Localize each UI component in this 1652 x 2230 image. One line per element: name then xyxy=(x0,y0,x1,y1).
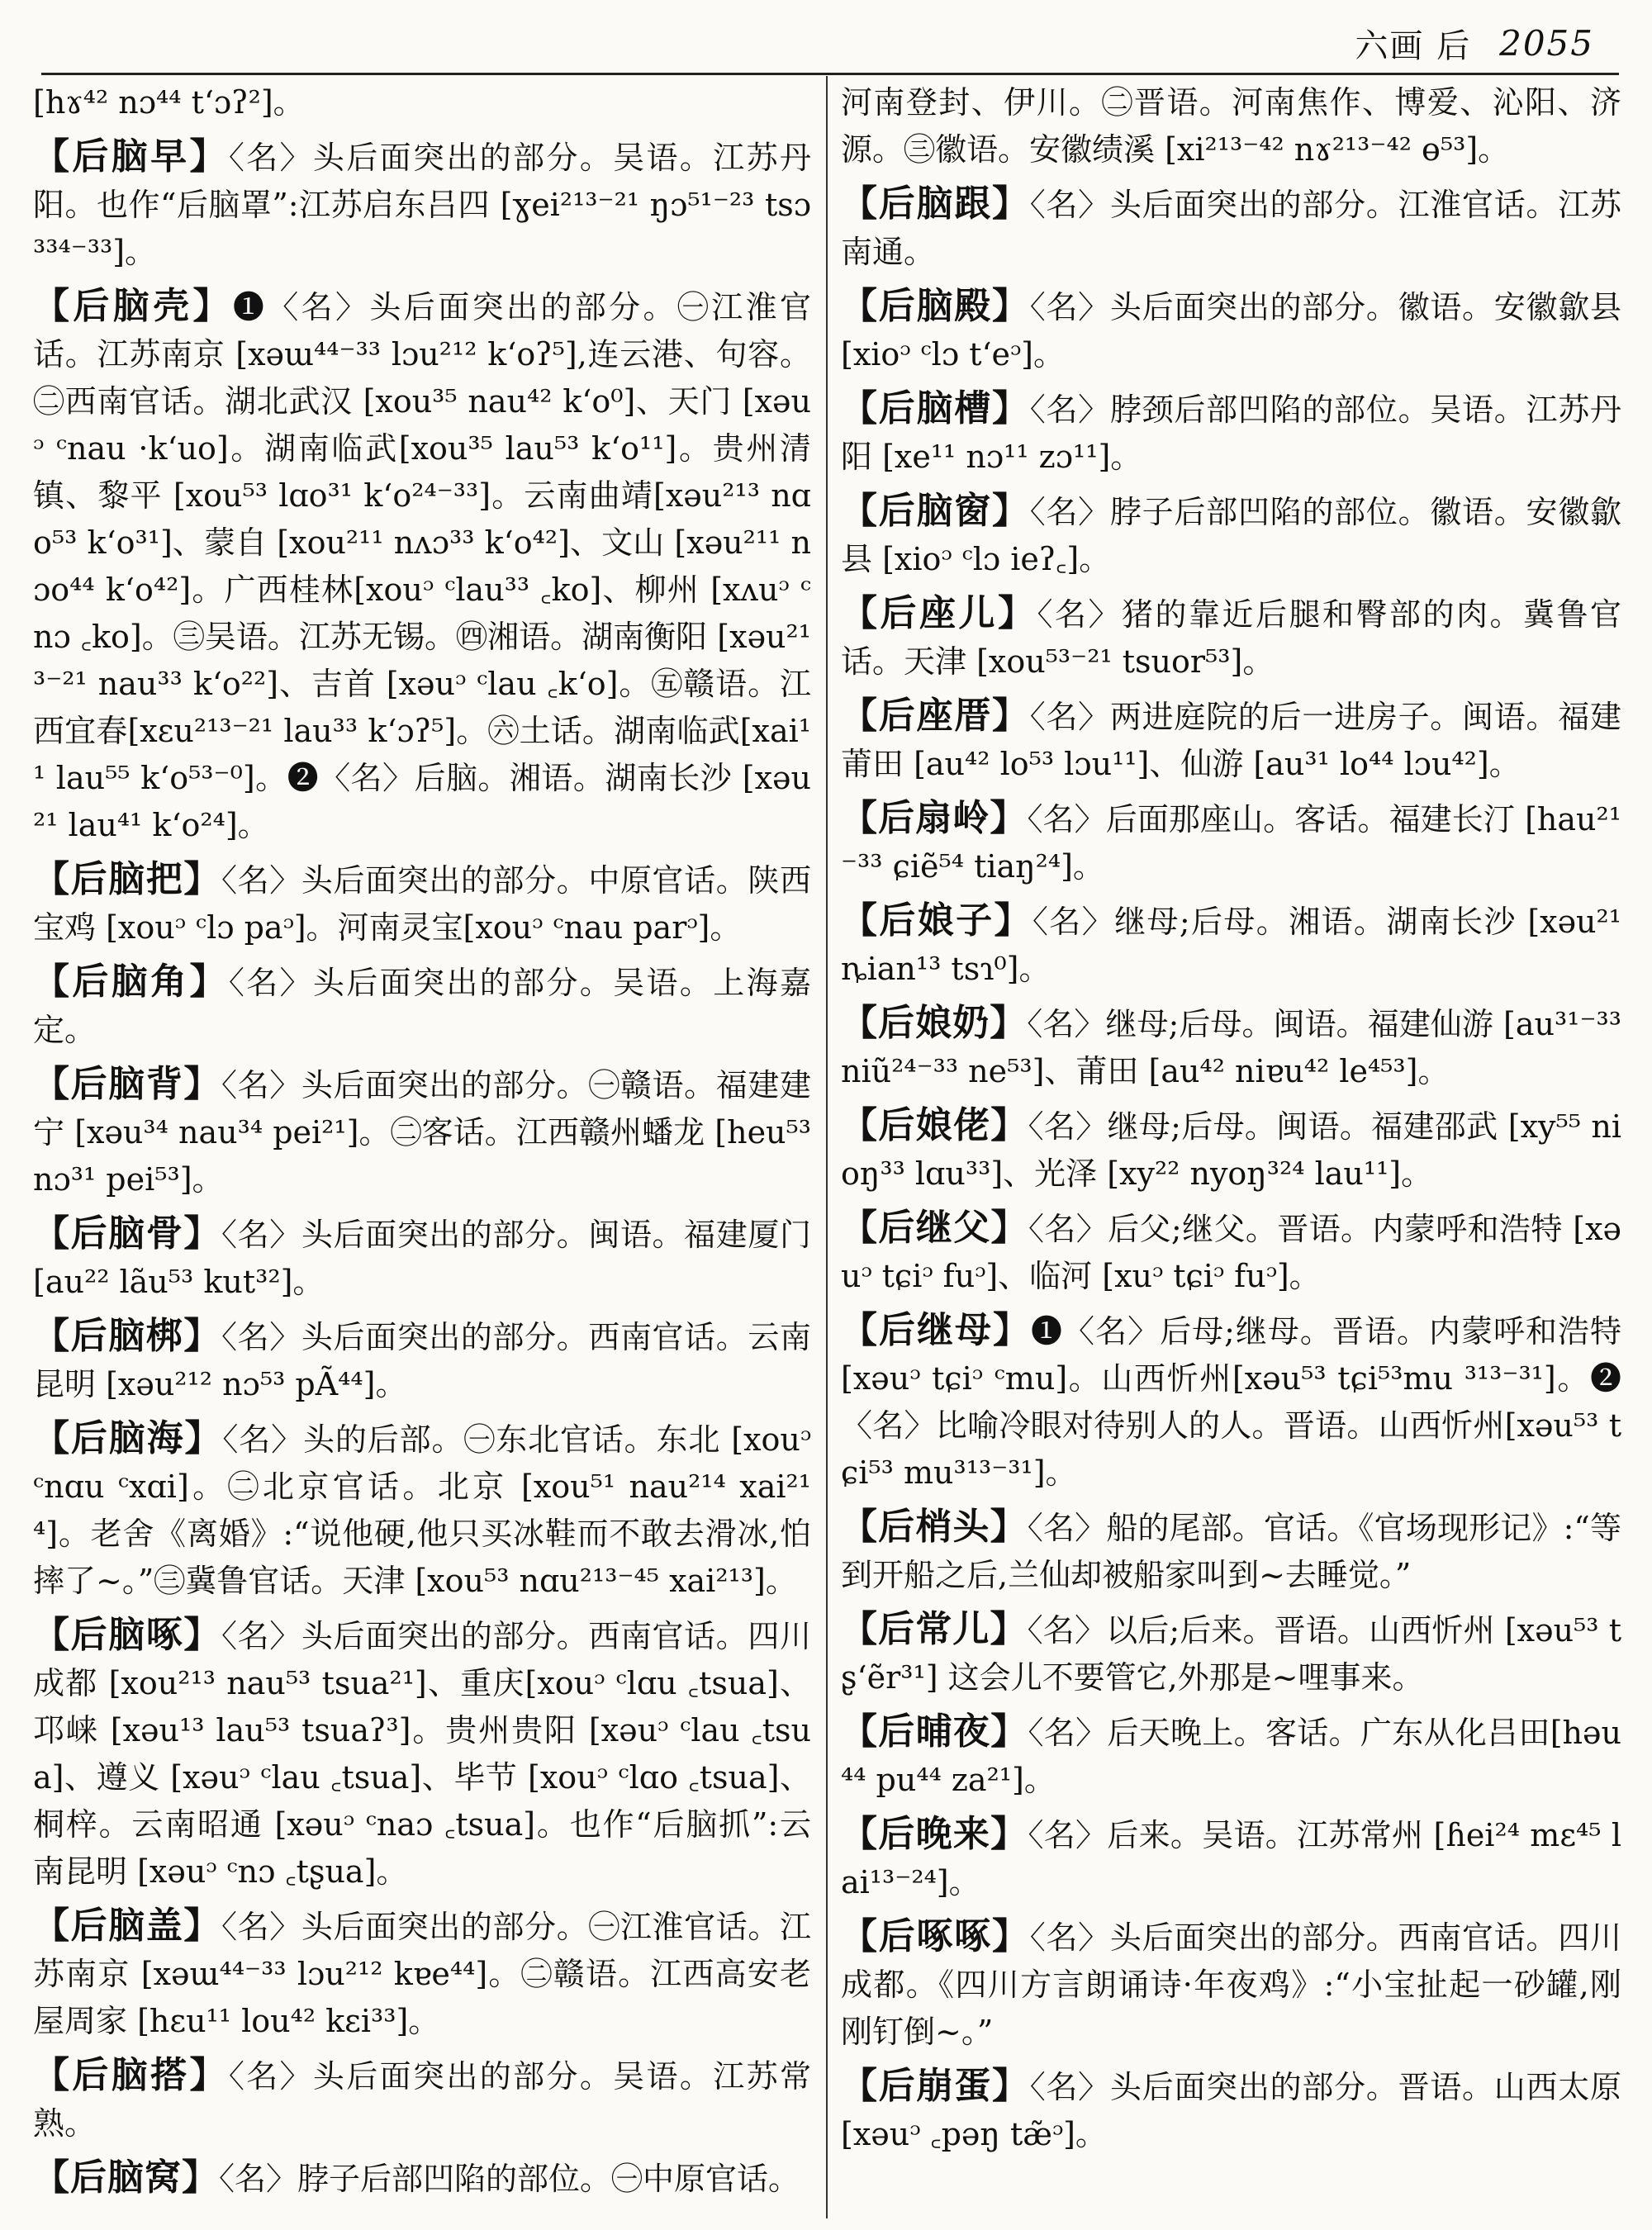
entry-headword: 【后脑壳】 xyxy=(33,285,233,327)
dictionary-entry xyxy=(841,1503,1621,1599)
entry-definition: 〈名〉头后面突出的部分。吴语。上海嘉定。 xyxy=(33,965,811,1048)
dictionary-entry xyxy=(33,79,811,126)
right-column xyxy=(841,79,1621,2222)
page-header xyxy=(1355,18,1594,68)
dictionary-entry xyxy=(33,958,811,1054)
entry-headword: 【后扇岭】 xyxy=(841,797,1028,839)
entry-definition: ❶〈名〉后母;继母。晋语。内蒙呼和浩特 [xəuᵓ tɕiᵓ ᶜmu]。山西忻州[xəu⁵³ tɕi⁵³mu ³¹³⁻³¹]。❷〈名〉比喻冷眼对待别人的人。晋语。山西忻州[xəu⁵³ tɕi⁵³ mu³¹³⁻³¹]。 xyxy=(841,1313,1621,1491)
entry-definition: 〈名〉头后面突出的部分。吴语。江苏常熟。 xyxy=(33,2058,811,2142)
entry-definition: 〈名〉后天晚上。客话。广东从化吕田[həu⁴⁴ pu⁴⁴ za²¹]。 xyxy=(841,1715,1621,1798)
section-label: 六画 后 xyxy=(1355,26,1472,65)
dictionary-entry xyxy=(33,1312,811,1408)
entry-definition: 〈名〉头后面突出的部分。㊀江淮官话。江苏南京 [xəɯ⁴⁴⁻³³ lɔu²¹² kɐe⁴⁴]。㊁赣语。江西高安老屋周家 [hɛu¹¹ lou⁴² kɛi³³]。 xyxy=(33,1909,811,2039)
dictionary-entry xyxy=(33,2154,811,2203)
dictionary-entry xyxy=(841,180,1621,276)
entry-definition: 〈名〉头后面突出的部分。吴语。江苏丹阳。也作“后脑罩”:江苏启东吕四 [ɣei²¹³⁻²¹ ŋɔ⁵¹⁻²³ tsɔ³³⁴⁻³³]。 xyxy=(33,140,811,270)
entry-headword: 【后娘佬】 xyxy=(841,1104,1028,1146)
entry-headword: 【后脑海】 xyxy=(33,1417,223,1459)
entry-headword: 【后脑背】 xyxy=(33,1063,222,1105)
entry-headword: 【后脑窗】 xyxy=(841,490,1030,532)
entry-headword: 【后娘奶】 xyxy=(841,1002,1028,1044)
entry-headword: 【后晡夜】 xyxy=(841,1710,1028,1753)
entry-definition: 〈名〉头后面突出的部分。晋语。山西太原 [xəuᵓ ꜀pəŋ tæ̃ᵓ]。 xyxy=(841,2069,1621,2152)
entry-headword: 【后脑梆】 xyxy=(33,1315,222,1357)
entry-headword: 【后啄啄】 xyxy=(841,1915,1030,1957)
entry-headword: 【后脑早】 xyxy=(33,135,229,178)
dictionary-entry xyxy=(33,1415,811,1605)
entry-definition: 〈名〉头后面突出的部分。徽语。安徽歙县 [xioᵓ ᶜlɔ tʻeᵓ]。 xyxy=(841,289,1621,372)
entry-headword: 【后娘子】 xyxy=(841,899,1032,942)
dictionary-entry xyxy=(841,487,1621,583)
dictionary-entry xyxy=(33,1060,811,1203)
entry-headword: 【后脑搭】 xyxy=(33,2054,229,2096)
entry-definition: 〈名〉后父;继父。晋语。内蒙呼和浩特 [xəuᵓ tɕiᵓ fuᵓ]、临河 [xuᵓ tɕiᵓ fuᵓ]。 xyxy=(841,1211,1621,1294)
dictionary-entry xyxy=(841,1606,1621,1701)
dictionary-entry xyxy=(841,282,1621,378)
entry-headword: 【后脑窝】 xyxy=(33,2156,219,2199)
entry-definition: 〈名〉两进庭院的后一进房子。闽语。福建莆田 [au⁴² lo⁵³ lɔu¹¹]、仙游 [au³¹ lo⁴⁴ lɔu⁴²]。 xyxy=(841,699,1621,782)
dictionary-entry xyxy=(841,1810,1621,1906)
entry-definition: 〈名〉脖颈后部凹陷的部位。吴语。江苏丹阳 [xe¹¹ nɔ¹¹ zɔ¹¹]。 xyxy=(841,391,1621,475)
entry-definition: 〈名〉头后面突出的部分。中原官话。陕西宝鸡 [xouᵓ ᶜlɔ paᵓ]。河南灵宝[xouᵓ ᶜnau parᵓ]。 xyxy=(33,862,811,946)
dictionary-entry xyxy=(841,2062,1621,2158)
header-rule xyxy=(41,73,1619,75)
dictionary-entry xyxy=(33,282,811,849)
entry-headword: 【后梢头】 xyxy=(841,1506,1028,1548)
entry-definition: 〈名〉头后面突出的部分。西南官话。四川成都。《四川方言朗诵诗·年夜鸡》:“小宝扯起一砂罐,刚刚钉倒~。” xyxy=(841,1919,1621,2050)
dictionary-entry xyxy=(33,133,811,276)
entry-definition: 〈名〉以后;后来。晋语。山西忻州 [xəu⁵³ tʂʻẽr³¹] 这会儿不要管它,外那是~哩事来。 xyxy=(841,1612,1621,1696)
dictionary-entry xyxy=(33,1902,811,2045)
dictionary-entry xyxy=(841,1204,1621,1300)
entry-headword: 【后脑跟】 xyxy=(841,183,1030,225)
entry-headword: 【后晚来】 xyxy=(841,1813,1028,1855)
entry-definition: 〈名〉船的尾部。官话。《官场现形记》:“等到开船之后,兰仙却被船家叫到~去睡觉。” xyxy=(841,1510,1621,1593)
entry-headword: 【后脑骨】 xyxy=(33,1212,222,1255)
dictionary-entry xyxy=(33,1611,811,1896)
entry-headword: 【后脑盖】 xyxy=(33,1905,222,1947)
entry-headword: 【后常儿】 xyxy=(841,1608,1028,1650)
dictionary-entry xyxy=(33,1210,811,1306)
dictionary-entry xyxy=(841,1708,1621,1804)
entry-definition: 〈名〉脖子后部凹陷的部位。徽语。安徽歙县 [xioᵓ ᶜlɔ ieʔ꜀]。 xyxy=(841,494,1621,577)
entry-headword: 【后继母】 xyxy=(841,1309,1032,1351)
dictionary-entry xyxy=(841,1102,1621,1198)
entry-headword: 【后座厝】 xyxy=(841,695,1030,737)
dictionary-entry xyxy=(841,590,1621,686)
entry-definition: 〈名〉头后面突出的部分。西南官话。四川成都 [xou²¹³ nau⁵³ tsua²¹]、重庆[xouᵓ ᶜlɑu ꜀tsua]、邛崃 [xəu¹³ lau⁵³ tsuaʔ³]。贵州贵阳 [xəuᵓ ᶜlau ꜀tsua]、遵义 [xəuᵓ ᶜlau ꜀tsua]、毕节 [xouᵓ ᶜlɑo ꜀tsua]、桐梓。云南昭通 [xəuᵓ ᶜnaɔ ꜀tsua]。也作“后脑抓”:云南昆明 [xəuᵓ ᶜnɔ ꜀tʂua]。 xyxy=(33,1618,811,1890)
entry-headword: 【后座儿】 xyxy=(841,592,1037,634)
entry-definition: 〈名〉继母;后母。闽语。福建仙游 [au³¹⁻³³ niũ²⁴⁻³³ ne⁵³]、莆田 [au⁴² niɐu⁴² le⁴⁵³]。 xyxy=(841,1006,1621,1089)
entry-headword: 【后脑角】 xyxy=(33,961,229,1003)
entry-definition: 〈名〉继母;后母。闽语。福建邵武 [xy⁵⁵ nioŋ³³ lɑu³³]、光泽 [xy²² nyoŋ³²⁴ lau¹¹]。 xyxy=(841,1108,1621,1192)
left-column xyxy=(33,79,811,2222)
entry-definition: ❶〈名〉头后面突出的部分。㊀江淮官话。江苏南京 [xəɯ⁴⁴⁻³³ lɔu²¹² kʻoʔ⁵],连云港、句容。㊁西南官话。湖北武汉 [xou³⁵ nau⁴² kʻo⁰]、天门 [xəuᵓ ᶜnau ·kʻuo]。湖南临武[xou³⁵ lau⁵³ kʻo¹¹]。贵州清镇、黎平 [xou⁵³ lɑo³¹ kʻo²⁴⁻³³]。云南曲靖[xəu²¹³ nɑo⁵³ kʻo³¹]、蒙自 [xou²¹¹ nʌɔ³³ kʻo⁴²]、文山 [xəu²¹¹ nɔo⁴⁴ kʻo⁴²]。广西桂林[xouᵓ ᶜlau³³ ꜀ko]、柳州 [xʌuᵓ ᶜnɔ ꜀ko]。㊂吴语。江苏无锡。㊃湘语。湖南衡阳 [xəu²¹³⁻²¹ nau³³ kʻo²²]、吉首 [xəuᵓ ᶜlau ꜀kʻo]。㊄赣语。江西宜春[xɛu²¹³⁻²¹ lau³³ kʻɔʔ⁵]。㊅土话。湖南临武[xai¹¹ lau⁵⁵ kʻo⁵³⁻⁰]。❷〈名〉后脑。湘语。湖南长沙 [xəu²¹ lau⁴¹ kʻo²⁴]。 xyxy=(33,289,811,843)
dictionary-entry xyxy=(841,1307,1621,1497)
column-divider xyxy=(826,76,828,2218)
entry-definition: [hɤ⁴² nɔ⁴⁴ tʻɔʔ²]。 xyxy=(33,84,305,121)
entry-headword: 【后崩蛋】 xyxy=(841,2065,1030,2107)
dictionary-entry xyxy=(841,1913,1621,2056)
entry-definition: 〈名〉继母;后母。湘语。湖南长沙 [xəu²¹ ȵian¹³ tsɿ⁰]。 xyxy=(841,904,1621,987)
dictionary-entry xyxy=(841,692,1621,788)
dictionary-entry xyxy=(33,856,811,951)
entry-headword: 【后脑把】 xyxy=(33,858,222,900)
entry-definition: 〈名〉头后面突出的部分。江淮官话。江苏南通。 xyxy=(841,187,1621,270)
entry-headword: 【后脑殿】 xyxy=(841,285,1030,327)
entry-definition: 〈名〉头后面突出的部分。闽语。福建厦门 [au²² lãu⁵³ kut³²]。 xyxy=(33,1217,811,1300)
entry-definition: 〈名〉头的后部。㊀东北官话。东北 [xouᵓ ᶜnɑu ᶜxɑi]。㊁北京官话。北京 [xou⁵¹ nau²¹⁴ xai²¹⁴]。老舍《离婚》:“说他硬,他只买冰鞋而不敢去滑冰,怕摔了~。”㊂冀鲁官话。天津 [xou⁵³ nɑu²¹³⁻⁴⁵ xai²¹³]。 xyxy=(33,1421,811,1599)
entry-definition: 〈名〉后面那座山。客话。福建长汀 [hau²¹⁻³³ ɕiẽ⁵⁴ tiaŋ²⁴]。 xyxy=(841,801,1621,885)
entry-definition: 〈名〉猪的靠近后腿和臀部的肉。冀鲁官话。天津 [xou⁵³⁻²¹ tsuor⁵³]。 xyxy=(841,596,1621,680)
page-number: 2055 xyxy=(1499,22,1594,64)
entry-headword: 【后脑槽】 xyxy=(841,387,1030,429)
entry-definition: 〈名〉头后面突出的部分。西南官话。云南昆明 [xəu²¹² nɔ⁵³ pÃ⁴⁴]。 xyxy=(33,1319,811,1402)
entry-headword: 【后脑啄】 xyxy=(33,1614,222,1656)
entry-definition: 〈名〉头后面突出的部分。㊀赣语。福建建宁 [xəu³⁴ nau³⁴ pei²¹]。㊁客话。江西赣州蟠龙 [heu⁵³ nɔ³¹ pei⁵³]。 xyxy=(33,1067,811,1198)
dictionary-entry xyxy=(841,999,1621,1095)
dictionary-entry xyxy=(841,795,1621,890)
entry-headword: 【后继父】 xyxy=(841,1207,1028,1249)
dictionary-entry xyxy=(841,897,1621,993)
entry-definition: 〈名〉后来。吴语。江苏常州 [ɦei²⁴ mɛ⁴⁵ lai¹³⁻²⁴]。 xyxy=(841,1817,1621,1900)
dictionary-entry xyxy=(33,2052,811,2147)
dictionary-entry xyxy=(841,79,1621,173)
entry-definition: 河南登封、伊川。㊁晋语。河南焦作、博爱、沁阳、济源。㊂徽语。安徽绩溪 [xi²¹³⁻⁴² nɤ²¹³⁻⁴² ɵ⁵³]。 xyxy=(841,84,1621,168)
entry-definition: 〈名〉脖子后部凹陷的部位。㊀中原官话。 xyxy=(219,2161,800,2197)
dictionary-entry xyxy=(841,385,1621,481)
